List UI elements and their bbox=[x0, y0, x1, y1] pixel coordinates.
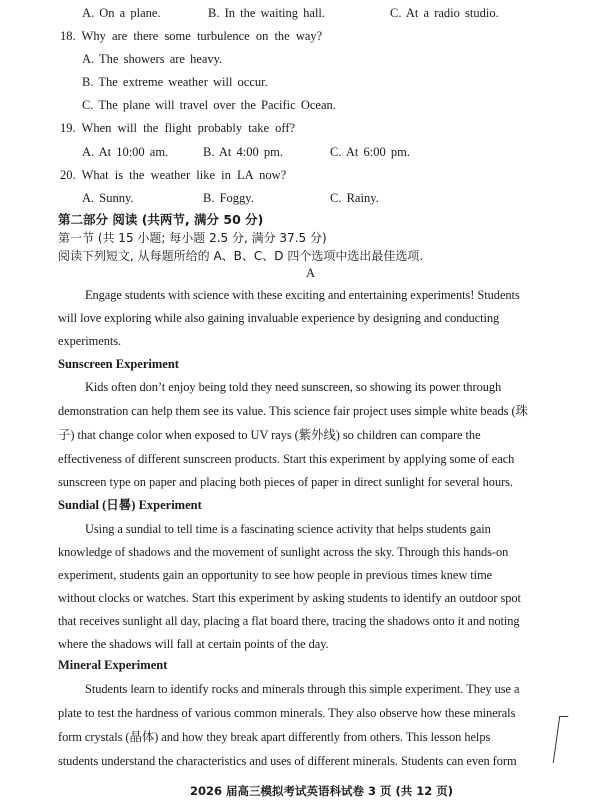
mineral-line: plate to test the hardness of various common minerals. They also observe how these minerals bbox=[58, 706, 516, 720]
sunscreen-line: effectiveness of different sunscreen products. Start this experiment by applying some of each bbox=[58, 452, 515, 466]
q18-question: 18. Why are there some turbulence on the way? bbox=[60, 29, 323, 43]
sunscreen-line: 子) that change color when exposed to UV rays (紫外线) so children can compare the bbox=[58, 428, 481, 442]
q18-option-b: B. The extreme weather will occur. bbox=[82, 75, 268, 89]
sundial-line: experiment, students gain an opportunity to see how people in previous times knew time bbox=[58, 568, 493, 582]
sundial-line: that receives sunlight all day, placing a flat board there, tracing the shadows onto it and noting bbox=[58, 614, 520, 628]
sunscreen-line: Kids often don’t enjoy being told they need sunscreen, so showing its power through bbox=[85, 380, 502, 394]
mineral-heading: Mineral Experiment bbox=[58, 658, 168, 672]
sunscreen-line: demonstration can help them see its value. This science fair project uses simple white beads (珠 bbox=[58, 404, 528, 418]
margin-mark bbox=[553, 716, 569, 763]
q19-question: 19. When will the flight probably take off? bbox=[60, 121, 296, 135]
sunscreen-line: sunscreen type on paper and placing both pieces of paper in direct sunlight for several hours. bbox=[58, 475, 513, 489]
q19-option-a: A. At 10:00 am. bbox=[82, 145, 169, 159]
q20-option-c: C. Rainy. bbox=[330, 191, 379, 205]
passage-intro-line: experiments. bbox=[58, 334, 122, 348]
mineral-line: form crystals (晶体) and how they break apart differently from others. This lesson helps bbox=[58, 730, 491, 744]
q20-option-a: A. Sunny. bbox=[82, 191, 134, 205]
mineral-line: students understand the characteristics and uses of different minerals. Students can even form bbox=[58, 754, 517, 768]
passage-intro-line: will love exploring while also gaining invaluable experience by designing and conducting bbox=[58, 311, 500, 325]
q19-option-b: B. At 4:00 pm. bbox=[203, 145, 283, 159]
q17-option-a: A. On a plane. bbox=[82, 6, 161, 20]
sunscreen-heading: Sunscreen Experiment bbox=[58, 357, 179, 371]
section-subtitle: 第一节 (共 15 小题; 每小题 2.5 分, 满分 37.5 分) bbox=[58, 231, 327, 245]
page-footer: 2026 届高三模拟考试英语科试卷 3 页 (共 12 页) bbox=[190, 784, 454, 798]
passage-label: A bbox=[306, 266, 316, 280]
q20-question: 20. What is the weather like in LA now? bbox=[60, 168, 287, 182]
q18-option-a: A. The showers are heavy. bbox=[82, 52, 223, 66]
q17-option-b: B. In the waiting hall. bbox=[208, 6, 326, 20]
sundial-heading: Sundial (日晷) Experiment bbox=[58, 498, 202, 512]
sundial-line: where the shadows will fall at certain points of the day. bbox=[58, 637, 329, 651]
section-title: 第二部分 阅读 (共两节, 满分 50 分) bbox=[58, 212, 264, 227]
sundial-line: knowledge of shadows and the movement of sunlight across the sky. Through this hands-on bbox=[58, 545, 509, 559]
q20-option-b: B. Foggy. bbox=[203, 191, 254, 205]
section-instruction: 阅读下列短文, 从每题所给的 A、B、C、D 四个选项中选出最佳选项. bbox=[58, 249, 424, 263]
sundial-line: without clocks or watches. Start this experiment by asking students to identify an outdoor spot bbox=[58, 591, 521, 605]
q18-option-c: C. The plane will travel over the Pacific Ocean. bbox=[82, 98, 336, 112]
sundial-line: Using a sundial to tell time is a fascinating science activity that helps students gain bbox=[85, 522, 491, 536]
q17-option-c: C. At a radio studio. bbox=[390, 6, 499, 20]
q19-option-c: C. At 6:00 pm. bbox=[330, 145, 410, 159]
passage-intro-line: Engage students with science with these exciting and entertaining experiments! Students bbox=[85, 288, 520, 302]
mineral-line: Students learn to identify rocks and minerals through this simple experiment. They use a bbox=[85, 682, 520, 696]
